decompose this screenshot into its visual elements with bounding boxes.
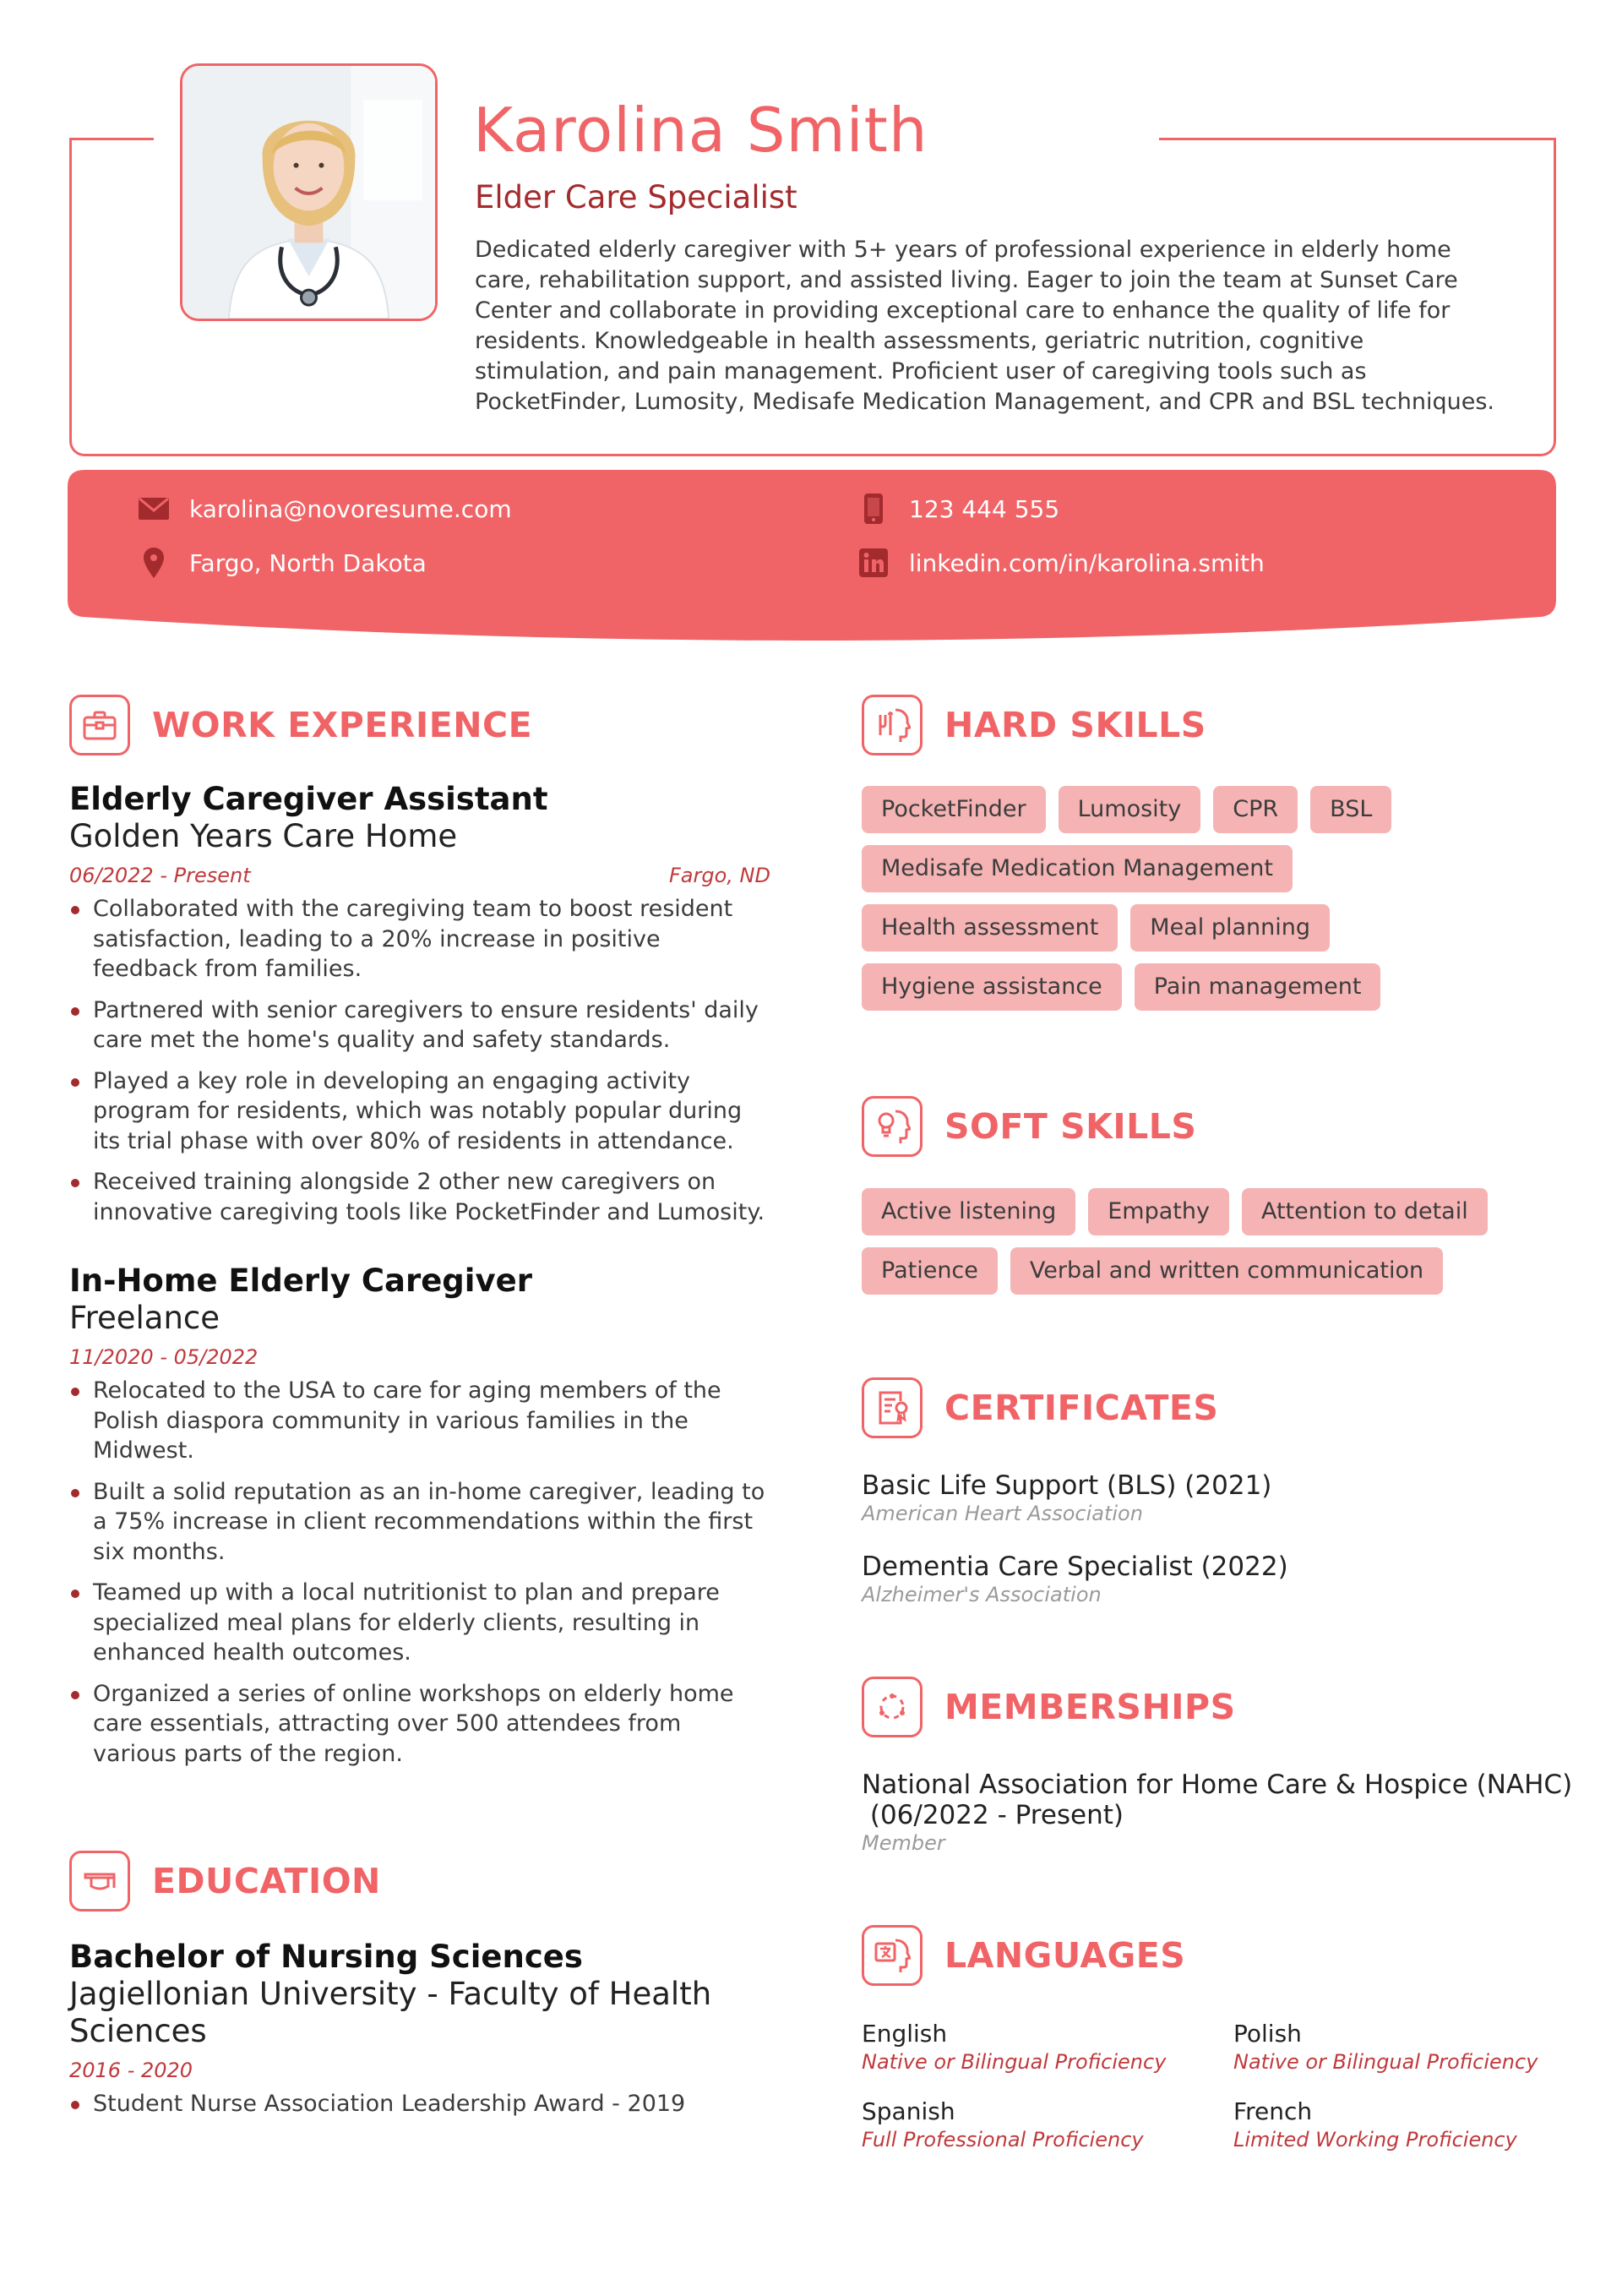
language-item: [1233, 2097, 1517, 2153]
memberships-header: [862, 1677, 1236, 1737]
contact-email-text: karolina@novoresume.com: [189, 494, 512, 523]
profile-summary: Dedicated elderly caregiver with 5+ years of professional experience in elderly home care, rehabilitation support, and assisted living. Eager to join the team at Sunset Care Center and collaborate in providing exceptional care to enhance the quality of life for residents. Knowledgeable in health assessments, geriatric nutrition, cognitive stimulation, and pain management. Proficient user of caregiving tools such as PocketFinder, Lumosity, Medisafe Medication Management, and CPR and BSL techniques.: [475, 237, 1494, 415]
language-item: [1233, 2020, 1538, 2075]
certificate-issuer: American Heart Association: [862, 1502, 1143, 1525]
certificate-icon: [862, 1377, 923, 1438]
graduation-cap-icon: [69, 1851, 130, 1912]
certificate-issuer: Alzheimer's Association: [862, 1583, 1102, 1606]
skill-tag: BSL: [1310, 786, 1391, 833]
skill-tag: CPR: [1213, 786, 1298, 833]
job-meta: [69, 864, 770, 887]
education-entry: [69, 1939, 770, 2130]
membership-title: National Association for Home Care & Hospice (NAHC): [862, 1770, 1573, 1800]
hard-skills-title: HARD SKILLS: [944, 705, 1206, 745]
skill-tag: Empathy: [1088, 1188, 1229, 1235]
school: Jagiellonian University - Faculty of Health Sciences: [69, 1976, 712, 2049]
header-frame-top-right: [1159, 138, 1556, 140]
soft-skills-tags: [862, 1188, 1554, 1306]
degree: Bachelor of Nursing Sciences: [69, 1939, 583, 1975]
job-entry-2: [69, 1263, 770, 1780]
skill-tag: Patience: [862, 1247, 998, 1295]
language-level: Native or Bilingual Proficiency: [1233, 2050, 1538, 2074]
skill-tag: PocketFinder: [862, 786, 1046, 833]
language-level: Full Professional Proficiency: [862, 2128, 1144, 2151]
language-level: Native or Bilingual Proficiency: [862, 2050, 1167, 2074]
work-experience-header: [69, 695, 532, 755]
certificates-header: [862, 1377, 1218, 1438]
education-dates: 2016 - 2020: [69, 2059, 193, 2082]
contact-linkedin[interactable]: [858, 548, 1265, 578]
education-meta: [69, 2059, 770, 2082]
skill-tag: Lumosity: [1059, 786, 1201, 833]
briefcase-icon: [69, 695, 130, 755]
soft-skills-header: [862, 1096, 1196, 1157]
job-location: Fargo, ND: [669, 864, 770, 887]
language-name: Spanish: [862, 2097, 955, 2125]
hard-skills-tags: [862, 786, 1554, 1023]
languages-title: LANGUAGES: [944, 1935, 1186, 1976]
tools-head-icon: [862, 695, 923, 755]
job-bullet: Received training alongside 2 other new caregivers on innovative caregiving tools like PocketFinder and Lumosity.: [69, 1167, 770, 1227]
language-name: English: [862, 2020, 948, 2048]
skill-tag: Medisafe Medication Management: [862, 845, 1293, 892]
skill-tag: Attention to detail: [1242, 1188, 1488, 1235]
translate-icon: [862, 1925, 923, 1986]
language-name: French: [1233, 2097, 1313, 2125]
language-name: Polish: [1233, 2020, 1302, 2048]
contact-email[interactable]: [139, 494, 512, 524]
profile-photo: [180, 63, 438, 321]
language-level: Limited Working Proficiency: [1233, 2128, 1517, 2151]
education-bullets: [69, 2089, 770, 2119]
job-bullet: Organized a series of online workshops on elderly home care essentials, attracting over 500 attendees from various parts of the region.: [69, 1679, 770, 1770]
memberships-title: MEMBERSHIPS: [944, 1687, 1236, 1727]
skill-tag: Hygiene assistance: [862, 963, 1122, 1011]
candidate-name: Karolina Smith: [473, 95, 928, 166]
skill-tag: Verbal and written communication: [1010, 1247, 1443, 1295]
certificate-item-1: [862, 1470, 1554, 1526]
job-dates: 11/2020 - 05/2022: [69, 1345, 259, 1369]
map-pin-icon: [139, 548, 169, 578]
group-icon: [862, 1677, 923, 1737]
lightbulb-head-icon: [862, 1096, 923, 1157]
job-organization: Freelance: [69, 1300, 220, 1336]
work-experience-title: WORK EXPERIENCE: [152, 705, 533, 745]
membership-role: Member: [862, 1831, 945, 1855]
contact-phone[interactable]: [858, 494, 1059, 524]
certificate-title: Dementia Care Specialist (2022): [862, 1552, 1288, 1582]
candidate-title: Elder Care Specialist: [475, 179, 797, 215]
job-bullet: Relocated to the USA to care for aging members of the Polish diaspora community in various families in the Midwest.: [69, 1376, 770, 1466]
job-dates: 06/2022 - Present: [69, 864, 251, 887]
skill-tag: Pain management: [1135, 963, 1381, 1011]
job-bullets: [69, 1376, 770, 1769]
membership-dates: (06/2022 - Present): [862, 1800, 1124, 1830]
header-frame-top-left: [69, 138, 154, 140]
certificate-title: Basic Life Support (BLS) (2021): [862, 1470, 1272, 1501]
job-bullets: [69, 894, 770, 1227]
linkedin-icon: [858, 548, 889, 578]
job-bullet: Built a solid reputation as an in-home caregiver, leading to a 75% increase in client recommendations within the first six months.: [69, 1477, 770, 1568]
envelope-icon: [139, 494, 169, 524]
contact-location-text: Fargo, North Dakota: [189, 548, 427, 577]
job-bullet: Partnered with senior caregivers to ensure residents' daily care met the home's quality and safety standards.: [69, 995, 770, 1055]
education-header: [69, 1851, 381, 1912]
job-entry-1: [69, 781, 770, 1238]
soft-skills-title: SOFT SKILLS: [944, 1106, 1197, 1147]
job-role: Elderly Caregiver Assistant: [69, 781, 548, 817]
job-bullet: Collaborated with the caregiving team to boost resident satisfaction, leading to a 20% increase in positive feedback from families.: [69, 894, 770, 984]
language-item: [862, 2020, 1166, 2075]
job-meta: [69, 1345, 770, 1369]
language-item: [862, 2097, 1144, 2153]
contact-location: [139, 548, 427, 578]
hard-skills-header: [862, 695, 1206, 755]
contact-bar: [68, 470, 1556, 642]
job-bullet: Teamed up with a local nutritionist to plan and prepare specialized meal plans for elderly clients, resulting in enhanced health outcomes.: [69, 1578, 770, 1668]
contact-linkedin-text: linkedin.com/in/karolina.smith: [909, 548, 1265, 577]
membership-item: [862, 1770, 1571, 1856]
profile-photo-illustration: [182, 66, 435, 319]
certificates-title: CERTIFICATES: [944, 1388, 1219, 1428]
job-bullet: Played a key role in developing an engaging activity program for residents, which was notably popular during its trial phase with over 80% of residents in attendance.: [69, 1066, 770, 1157]
phone-icon: [858, 494, 889, 524]
contact-phone-text: 123 444 555: [909, 494, 1060, 523]
job-role: In-Home Elderly Caregiver: [69, 1263, 532, 1299]
certificate-item-2: [862, 1552, 1554, 1607]
education-title: EDUCATION: [152, 1861, 381, 1901]
skill-tag: Health assessment: [862, 904, 1118, 952]
skill-tag: Meal planning: [1130, 904, 1330, 952]
languages-header: [862, 1925, 1185, 1986]
education-bullet: Student Nurse Association Leadership Award - 2019: [69, 2089, 770, 2119]
skill-tag: Active listening: [862, 1188, 1075, 1235]
job-organization: Golden Years Care Home: [69, 818, 458, 854]
